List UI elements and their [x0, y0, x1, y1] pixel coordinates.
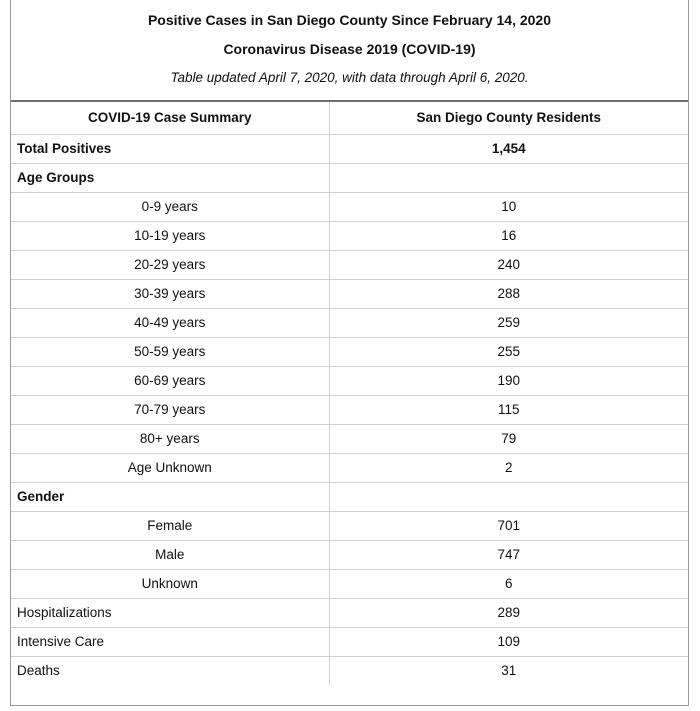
row-label: 30-39 years	[11, 279, 329, 308]
table-row	[11, 569, 688, 598]
row-label: Male	[11, 540, 329, 569]
row-value	[329, 482, 688, 511]
row-label: 20-29 years	[11, 250, 329, 279]
row-value: 255	[329, 337, 688, 366]
case-summary-table	[11, 102, 688, 685]
table-header-block	[11, 0, 688, 102]
row-value: 109	[329, 627, 688, 656]
column-header-residents: San Diego County Residents	[329, 102, 688, 134]
row-label: Female	[11, 511, 329, 540]
row-value: 10	[329, 192, 688, 221]
table-row	[11, 482, 688, 511]
row-value: 79	[329, 424, 688, 453]
row-label: Age Groups	[11, 163, 329, 192]
row-label: Age Unknown	[11, 453, 329, 482]
row-value: 6	[329, 569, 688, 598]
table-row	[11, 656, 688, 685]
update-note: Table updated April 7, 2020, with data through April 6, 2020.	[170, 70, 529, 85]
table-row	[11, 308, 688, 337]
row-label: Total Positives	[11, 134, 329, 163]
row-label: 10-19 years	[11, 221, 329, 250]
row-label: 50-59 years	[11, 337, 329, 366]
row-value: 288	[329, 279, 688, 308]
row-label: Hospitalizations	[11, 598, 329, 627]
row-value: 747	[329, 540, 688, 569]
table-row	[11, 627, 688, 656]
row-value: 701	[329, 511, 688, 540]
row-label: Gender	[11, 482, 329, 511]
row-value: 115	[329, 395, 688, 424]
table-header-row	[11, 102, 688, 134]
table-row	[11, 366, 688, 395]
row-value: 190	[329, 366, 688, 395]
row-label: 60-69 years	[11, 366, 329, 395]
table-row	[11, 250, 688, 279]
row-value: 31	[501, 663, 517, 679]
row-value: 2	[329, 453, 688, 482]
table-row	[11, 395, 688, 424]
column-header-summary: COVID-19 Case Summary	[11, 102, 329, 134]
row-label: 80+ years	[11, 424, 329, 453]
row-value	[329, 163, 688, 192]
row-label: Intensive Care	[11, 627, 329, 656]
table-row	[11, 163, 688, 192]
row-label: Unknown	[11, 569, 329, 598]
row-value: 259	[329, 308, 688, 337]
row-value: 1,454	[329, 134, 688, 163]
row-label: 70-79 years	[11, 395, 329, 424]
row-value: 16	[329, 221, 688, 250]
case-summary-frame	[10, 0, 689, 706]
page-title: Positive Cases in San Diego County Since February 14, 2020	[147, 12, 552, 28]
table-row	[11, 453, 688, 482]
row-label: Deaths	[11, 656, 329, 685]
row-value: 289	[329, 598, 688, 627]
table-row	[11, 337, 688, 366]
page-subtitle-disease: Coronavirus Disease 2019 (COVID-19)	[223, 41, 476, 57]
table-row	[11, 511, 688, 540]
table-row	[11, 134, 688, 163]
row-label: 40-49 years	[11, 308, 329, 337]
row-value: 240	[329, 250, 688, 279]
table-row	[11, 598, 688, 627]
table-row	[11, 192, 688, 221]
row-label: 0-9 years	[11, 192, 329, 221]
table-row	[11, 279, 688, 308]
table-row	[11, 221, 688, 250]
table-row	[11, 540, 688, 569]
table-row	[11, 424, 688, 453]
